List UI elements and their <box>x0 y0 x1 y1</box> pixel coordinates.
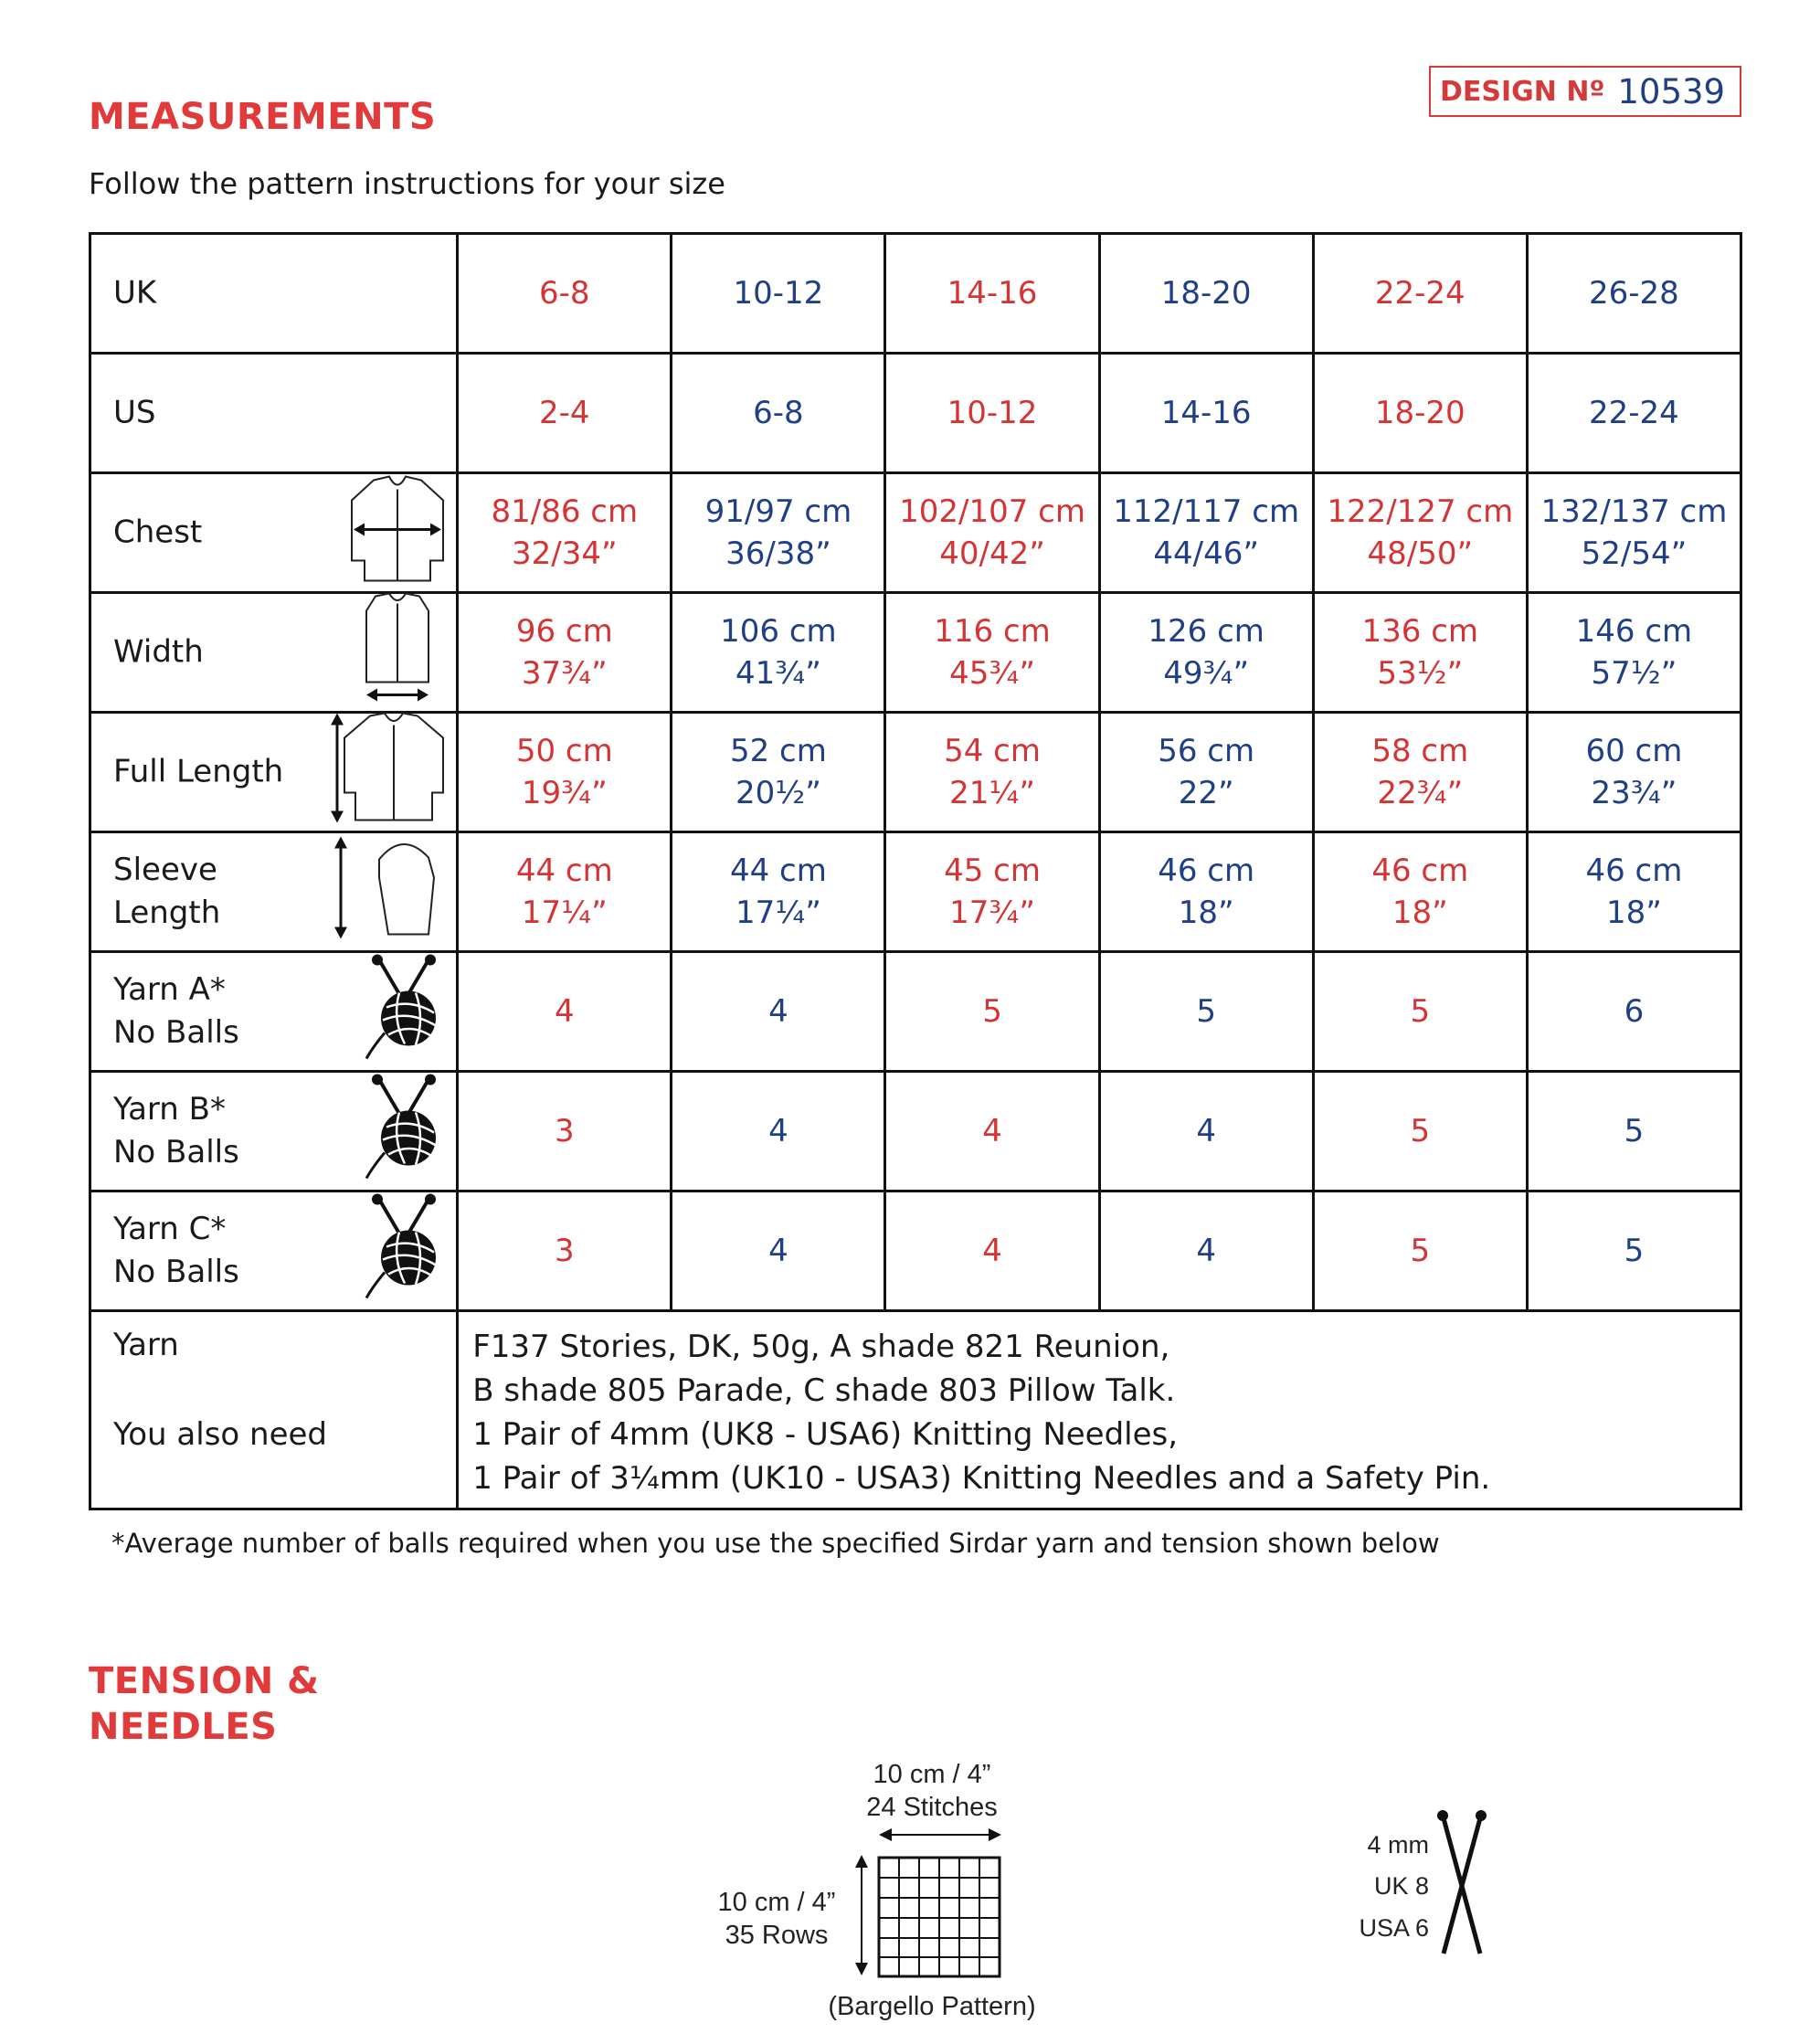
size-value: 48/50” <box>1367 535 1474 572</box>
size-value: 19¾” <box>521 775 608 811</box>
size-value: 37¾” <box>521 655 608 692</box>
size-value: 49¾” <box>1163 655 1250 692</box>
size-value: 4 <box>768 1233 788 1269</box>
yarn-line: F137 Stories, DK, 50g, A shade 821 Reunion, <box>472 1329 1170 1365</box>
size-value: 10-12 <box>733 275 824 312</box>
size-value: 4 <box>554 993 575 1030</box>
size-value: 40/42” <box>939 535 1045 572</box>
tension-width-measure: 10 cm / 4” <box>873 1760 991 1789</box>
size-value: 14-16 <box>1160 395 1252 431</box>
tension-heading-line2: NEEDLES <box>89 1706 278 1748</box>
yarn-line: 1 Pair of 3¼mm (UK10 - USA3) Knitting Needles and a Safety Pin. <box>472 1460 1491 1497</box>
size-value: 45¾” <box>949 655 1035 692</box>
tension-height-measure: 10 cm / 4” <box>717 1888 836 1917</box>
needle-size-mm: 4 mm <box>1367 1831 1429 1859</box>
size-value: 96 cm <box>515 613 613 650</box>
size-value: 17¾” <box>949 895 1035 931</box>
size-value: 44 cm <box>729 853 827 889</box>
size-value: 126 cm <box>1148 613 1264 650</box>
size-value: 6-8 <box>539 275 590 312</box>
size-value: 122/127 cm <box>1327 493 1514 530</box>
size-value: 20½” <box>735 775 821 811</box>
size-value: 52 cm <box>729 733 827 769</box>
row-label-line: Yarn C* <box>113 1211 227 1247</box>
size-value: 46 cm <box>1371 853 1469 889</box>
size-value: 14-16 <box>947 275 1038 312</box>
tension-rows: 35 Rows <box>725 1921 829 1950</box>
size-value: 18” <box>1605 895 1662 931</box>
size-value: 54 cm <box>944 733 1041 769</box>
size-value: 102/107 cm <box>899 493 1085 530</box>
size-value: 4 <box>768 1113 788 1149</box>
size-value: 3 <box>554 1233 575 1269</box>
size-value: 81/86 cm <box>491 493 639 530</box>
size-value: 2-4 <box>539 395 590 431</box>
size-value: 18-20 <box>1374 395 1466 431</box>
size-value: 32/34” <box>511 535 618 572</box>
size-value: 6 <box>1624 993 1645 1030</box>
row-label-line: UK <box>113 274 157 312</box>
size-value: 21¼” <box>949 775 1035 811</box>
size-value: 4 <box>982 1233 1002 1269</box>
size-value: 45 cm <box>944 853 1041 889</box>
tension-stitches: 24 Stitches <box>866 1793 998 1822</box>
row-label-line: No Balls <box>113 1014 239 1051</box>
row-label-line: No Balls <box>113 1254 239 1290</box>
size-value: 136 cm <box>1361 613 1479 650</box>
size-value: 18” <box>1391 895 1448 931</box>
size-value: 132/137 cm <box>1540 493 1728 530</box>
needle-size-uk: UK 8 <box>1373 1872 1429 1900</box>
size-value: 106 cm <box>720 613 837 650</box>
needle-size-usa: USA 6 <box>1359 1914 1429 1942</box>
design-number: 10539 <box>1617 71 1726 111</box>
size-value: 10-12 <box>947 395 1038 431</box>
footnote: *Average number of balls required when you use the specified Sirdar yarn and tension shown below <box>111 1528 1440 1559</box>
size-value: 4 <box>982 1113 1002 1149</box>
size-value: 52/54” <box>1581 535 1688 572</box>
size-value: 116 cm <box>934 613 1051 650</box>
design-label: DESIGN Nº <box>1440 75 1605 108</box>
yarn-label: Yarn <box>113 1327 179 1363</box>
also-need-label: You also need <box>113 1416 327 1453</box>
size-value: 46 cm <box>1158 853 1255 889</box>
size-value: 53½” <box>1377 655 1464 692</box>
row-label-line: Length <box>113 895 221 931</box>
row-label-line: Width <box>113 633 204 671</box>
size-value: 46 cm <box>1585 853 1683 889</box>
size-value: 26-28 <box>1589 275 1679 312</box>
size-value: 6-8 <box>753 395 804 431</box>
row-label-line: Yarn B* <box>113 1091 226 1128</box>
size-value: 18” <box>1178 895 1234 931</box>
size-value: 23¾” <box>1591 775 1677 811</box>
size-value: 91/97 cm <box>704 493 852 530</box>
size-value: 44 cm <box>515 853 613 889</box>
size-value: 18-20 <box>1160 275 1252 312</box>
size-value: 50 cm <box>515 733 613 769</box>
size-value: 17¼” <box>735 895 821 931</box>
size-value: 5 <box>1624 1113 1645 1149</box>
intro-text: Follow the pattern instructions for your size <box>89 166 725 201</box>
yarn-line: B shade 805 Parade, C shade 803 Pillow Talk. <box>472 1372 1176 1409</box>
size-value: 5 <box>1410 993 1431 1030</box>
row-label-line: Yarn A* <box>113 971 226 1008</box>
measurements-heading: MEASUREMENTS <box>89 96 437 138</box>
row-label-line: Chest <box>113 514 203 551</box>
tension-heading-line1: TENSION & <box>89 1660 320 1702</box>
size-value: 5 <box>982 993 1002 1030</box>
size-value: 5 <box>1624 1233 1645 1269</box>
row-label-line: Full Length <box>113 753 284 790</box>
yarn-line: 1 Pair of 4mm (UK8 - USA6) Knitting Needles, <box>472 1416 1179 1453</box>
size-value: 5 <box>1196 993 1216 1030</box>
size-value: 57½” <box>1591 655 1677 692</box>
size-value: 17¼” <box>521 895 608 931</box>
tension-pattern: (Bargello Pattern) <box>828 1992 1036 2021</box>
size-value: 4 <box>1196 1233 1216 1269</box>
size-value: 146 cm <box>1575 613 1693 650</box>
size-value: 4 <box>1196 1113 1216 1149</box>
row-label-line: Sleeve <box>113 852 217 888</box>
row-label-line: US <box>113 394 156 431</box>
size-value: 44/46” <box>1153 535 1259 572</box>
size-value: 56 cm <box>1158 733 1255 769</box>
size-value: 5 <box>1410 1113 1431 1149</box>
size-value: 3 <box>554 1113 575 1149</box>
crossed-needles-icon <box>1434 1807 1489 1963</box>
size-value: 22¾” <box>1377 775 1464 811</box>
size-value: 36/38” <box>725 535 831 572</box>
size-value: 5 <box>1410 1233 1431 1269</box>
size-value: 22-24 <box>1589 395 1679 431</box>
size-value: 60 cm <box>1585 733 1683 769</box>
size-value: 112/117 cm <box>1113 493 1300 530</box>
row-label-line: No Balls <box>113 1134 239 1170</box>
size-value: 22-24 <box>1374 275 1466 312</box>
size-value: 22” <box>1178 775 1234 811</box>
size-value: 58 cm <box>1371 733 1469 769</box>
size-value: 4 <box>768 993 788 1030</box>
size-value: 41¾” <box>735 655 821 692</box>
